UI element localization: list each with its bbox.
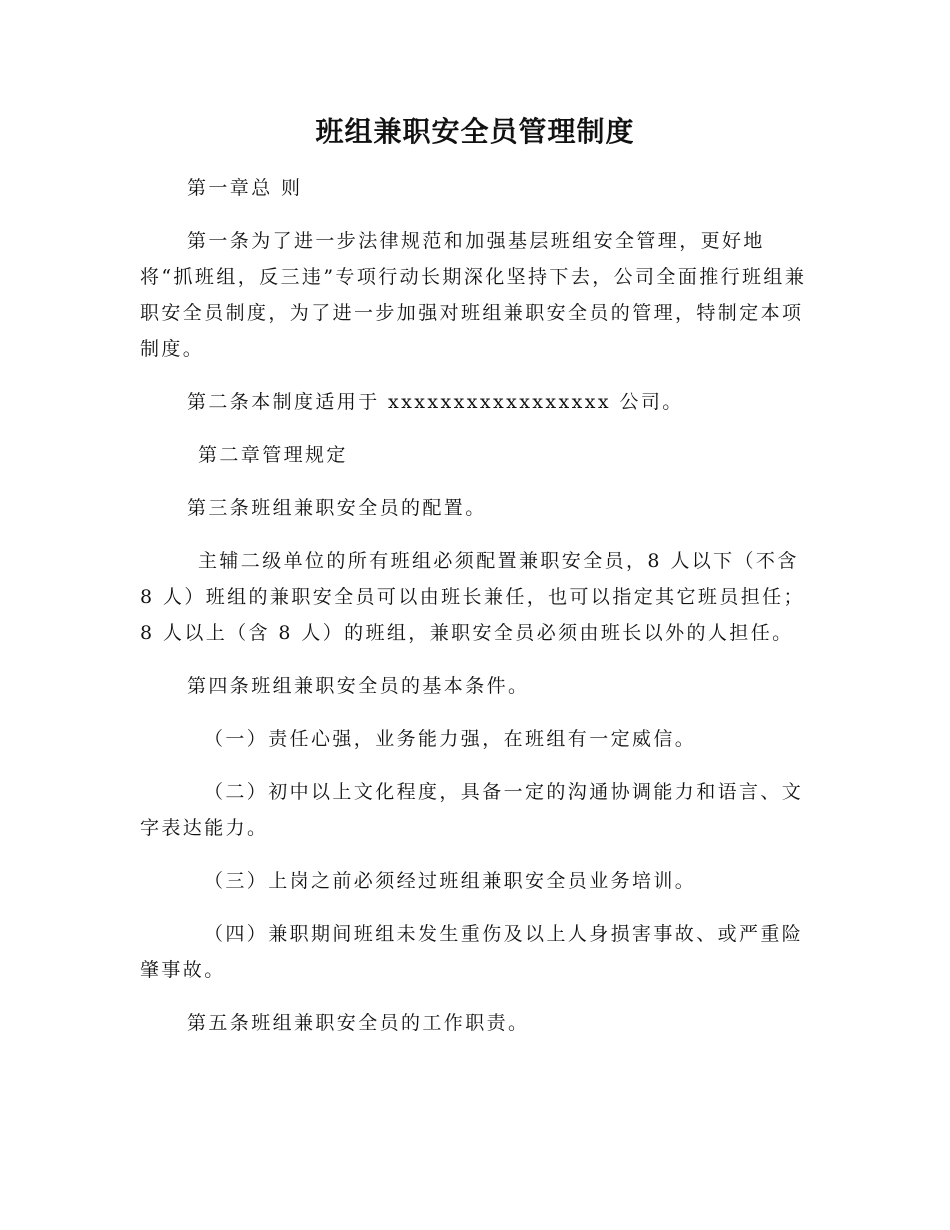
article-1-paragraph: 第一条为了进一步法律规范和加强基层班组安全管理，更好地将“抓班组，反三违”专项行动长期深化坚持下去，公司全面推行班组兼职安全员制度，为了进一步加强对班组兼职安全员的管理，特制定本项制度。 bbox=[140, 230, 807, 360]
article-2-paragraph: 第二条本制度适用于 xxxxxxxxxxxxxxxxx 公司。 bbox=[187, 391, 684, 413]
article-4-paragraph: 第四条班组兼职安全员的基本条件。 bbox=[187, 675, 530, 697]
document-title: 班组兼职安全员管理制度 bbox=[315, 115, 635, 148]
condition-item-1: （一）责任心强，业务能力强，在班组有一定威信。 bbox=[204, 728, 697, 750]
condition-item-4: （四）兼职期间班组未发生重伤及以上人身损害事故、或严重险肇事故。 bbox=[140, 923, 804, 981]
chapter-heading-management: 第二章管理规定 bbox=[198, 444, 348, 466]
condition-item-3: （三）上岗之前必须经过班组兼职安全员业务培训。 bbox=[204, 870, 697, 892]
article-3-detail-paragraph: 主辅二级单位的所有班组必须配置兼职安全员，8 人以下（不含 8 人）班组的兼职安全员可以由班长兼任，也可以指定其它班员担任；8 人以上（含 8 人）的班组，兼职安全员必须由班长以外的人担任。 bbox=[140, 550, 805, 644]
chapter-heading-general: 第一章总 则 bbox=[187, 177, 303, 199]
article-5-paragraph: 第五条班组兼职安全员的工作职责。 bbox=[187, 1012, 530, 1034]
article-3-paragraph: 第三条班组兼职安全员的配置。 bbox=[187, 497, 487, 519]
condition-item-2: （二）初中以上文化程度，具备一定的沟通协调能力和语言、文字表达能力。 bbox=[140, 781, 804, 839]
